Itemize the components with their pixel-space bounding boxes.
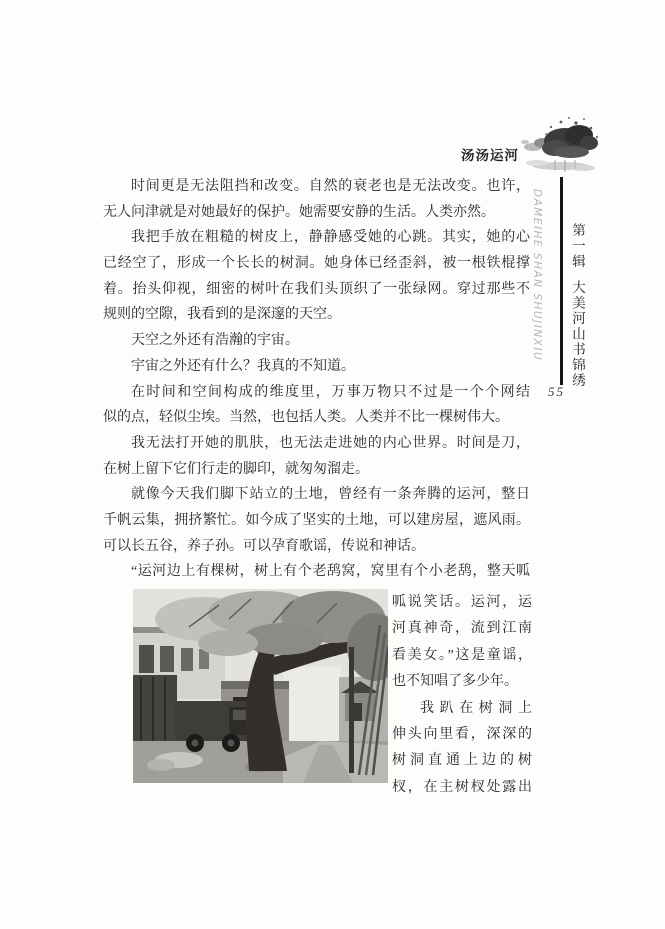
series-name: 大美河山书锦绣 <box>570 279 585 388</box>
text-line: 似的点，轻似尘埃。当然，也包括人类。人类并不比一棵树伟大。 <box>103 410 509 426</box>
text-line: 也不知唱了多少年。 <box>392 674 518 690</box>
text-line: 看美女。”这是童谣， <box>392 647 532 663</box>
text-line: 我无法打开她的肌肤，也无法走进她的内心世界。时间是刀， <box>131 435 530 451</box>
text-line: 已经空了，形成一个长长的树洞。她身体已经歪斜，被一根铁棍撑 <box>103 256 530 272</box>
ink-wash-ornament-icon <box>503 110 603 180</box>
text-line: 我把手放在粗糙的树皮上，静静感受她的心跳。其实，她的心 <box>131 230 530 246</box>
book-page: 汤汤运河 DAMEIHE SHAN SHUJINXIU 第一辑大美河山书锦绣 55 时间更是无法阻挡和改变。自然的衰老也是无法改变。也许， 无人问津就是对她最好的保护。她需要安静的生活。人类亦然。 我把手放在粗糙的树皮上，静静感受她的心跳。其实，她的心 已经空了，形成一个长长的树洞。她身体已经歪斜，被一根铁棍撑 着。抬头仰视，细密的树叶在我们头顶织了一张绿网。穿过那些不 规则的空隙，我看到的是深邃的天空。 天空之外还有浩瀚的宇宙。 宇宙之外还有什么？我真的不知道。 在时间和空间构成的维度里，万事万物只不过是一个个网结 似的点，轻似尘埃。当然，也包括人类。人类并不比一棵树伟大。 我无法打开她的肌肤，也无法走进她的内心世界。时间是刀， 在树上留下它们行走的脚印，就匆匆溜走。 就像今天我们脚下站立的土地，曾经有一条奔腾的运河，整日 千帆云集，拥挤繁忙。如今成了坚实的土地，可以建房屋，遮风雨。 可以长五谷，养子孙。可以孕育歌谣，传说和神话。 “运河边上有棵树，树上有个老鸹窝，窝里有个小老鸹，整天呱 呱说笑话。运河，运 河真神奇，流到江南 看美女。”这是童谣， 也不知唱了多少年。 我趴在树洞上 伸头向里看，深深的 树洞直通上边的树 杈，在主树杈处露出 <box>0 0 665 929</box>
text-line: 河真神奇，流到江南 <box>392 621 532 637</box>
text-line: 着。抬头仰视，细密的树叶在我们头顶织了一张绿网。穿过那些不 <box>103 281 530 297</box>
text-line: 在树上留下它们行走的脚印，就匆匆溜走。 <box>103 461 369 477</box>
text-line: 宇宙之外还有什么？我真的不知道。 <box>131 358 355 374</box>
text-line: 呱说笑话。运河，运 <box>392 595 532 610</box>
text-line: 可以长五谷，养子孙。可以孕育歌谣，传说和神话。 <box>103 538 425 554</box>
series-number: 第一辑 <box>570 223 585 270</box>
text-line: 在时间和空间构成的维度里，万事万物只不过是一个个网结 <box>131 384 530 400</box>
margin-rule <box>560 177 563 385</box>
text-line: 时间更是无法阻挡和改变。自然的衰老也是无法改变。也许， <box>131 179 530 194</box>
text-line: 我趴在树洞上 <box>420 700 532 716</box>
page-number: 55 <box>548 384 565 399</box>
text-line: 树洞直通上边的树 <box>392 753 532 769</box>
text-line: 天空之外还有浩瀚的宇宙。 <box>131 333 299 349</box>
side-text-column <box>392 590 532 801</box>
text-line: 无人问津就是对她最好的保护。她需要安静的生活。人类亦然。 <box>103 204 495 220</box>
main-text-column <box>103 174 530 585</box>
text-line: 就像今天我们脚下站立的土地，曾经有一条奔腾的运河，整日 <box>131 487 530 503</box>
series-title-vertical <box>570 223 585 388</box>
text-line: “运河边上有棵树，树上有个老鸹窝，窝里有个小老鸹，整天呱 <box>131 564 530 580</box>
text-line: 规则的空隙，我看到的是深邃的天空。 <box>103 307 341 323</box>
text-line: 伸头向里看，深深的 <box>392 726 532 742</box>
text-line: 杈，在主树杈处露出 <box>392 779 532 795</box>
text-line: 千帆云集，拥挤繁忙。如今成了坚实的土地，可以建房屋，遮风雨。 <box>103 512 530 528</box>
page-title: 汤汤运河 <box>461 148 519 163</box>
tree-courtyard-photo <box>133 589 388 783</box>
